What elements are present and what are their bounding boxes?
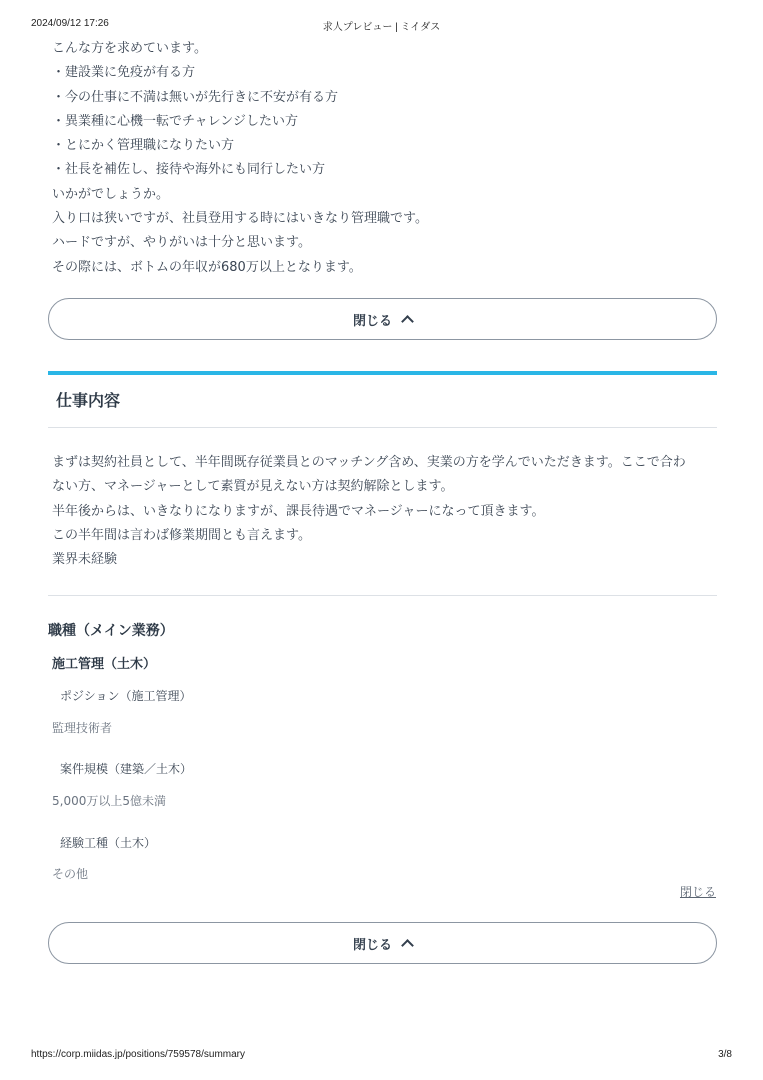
description-line: 半年後からは、いきなりになりますが、課長待遇でマネージャーになって頂きます。 — [52, 503, 545, 519]
job-description — [52, 451, 717, 572]
intro-line: 入り口は狭いですが、社員登用する時にはいきなり管理職です。 — [52, 211, 428, 227]
chevron-up-icon — [401, 315, 414, 328]
close-button[interactable] — [48, 298, 717, 340]
close-button[interactable] — [48, 922, 717, 964]
description-line: この半年間は言わば修業期間とも言えます。 — [52, 527, 311, 543]
print-url: https://corp.miidas.jp/positions/759578/summary — [31, 1049, 245, 1060]
intro-line: ・今の仕事に不満は無いが先行きに不安が有る方 — [52, 89, 339, 105]
section-title: 仕事内容 — [56, 391, 121, 410]
intro-line: いかがでしょうか。 — [52, 186, 170, 202]
divider — [48, 595, 717, 596]
attribute-label: ポジション（施工管理） — [60, 689, 192, 703]
intro-line: ・建設業に免疫が有る方 — [52, 65, 196, 81]
divider — [48, 427, 717, 428]
print-datetime: 2024/09/12 17:26 — [31, 18, 109, 29]
intro-line: ・異業種に心機一転でチャレンジしたい方 — [52, 113, 298, 129]
intro-line: ・とにかく管理職になりたい方 — [52, 138, 235, 154]
intro-line: その際には、ボトムの年収が680万以上となります。 — [52, 259, 362, 275]
print-header — [0, 16, 763, 36]
attribute-value: その他 — [52, 867, 89, 881]
print-page-number: 3/8 — [718, 1049, 732, 1060]
print-page-title: 求人プレビュー | ミイダス — [322, 22, 441, 33]
intro-line: こんな方を求めています。 — [52, 41, 207, 56]
close-button-label: 閉じる — [352, 937, 392, 953]
close-link[interactable]: 閉じる — [679, 885, 716, 899]
attribute-value: 監理技術者 — [52, 721, 113, 735]
job-type-heading: 職種（メイン業務） — [48, 623, 174, 639]
intro-line: ・社長を補佐し、接待や海外にも同行したい方 — [52, 162, 326, 178]
job-type-name: 施工管理（土木） — [52, 657, 157, 672]
section-accent-bar — [48, 371, 717, 375]
chevron-up-icon — [401, 939, 414, 952]
attribute-value: 5,000万以上5億未満 — [52, 794, 166, 808]
intro-text — [52, 37, 712, 280]
attribute-label: 経験工種（土木） — [60, 836, 157, 850]
attribute-label: 案件規模（建築／土木） — [60, 762, 193, 776]
description-line: 業界未経験 — [52, 552, 118, 568]
description-line: ない方、マネージャーとして素質が見えない方は契約解除とします。 — [52, 479, 454, 495]
intro-line: ハードですが、やりがいは十分と思います。 — [52, 235, 311, 251]
close-button-label: 閉じる — [352, 313, 392, 329]
print-footer — [0, 1046, 763, 1066]
description-line: まずは契約社員として、半年間既存従業員とのマッチング含め、実業の方を学んでいただきます。ここで合わ — [52, 455, 686, 470]
